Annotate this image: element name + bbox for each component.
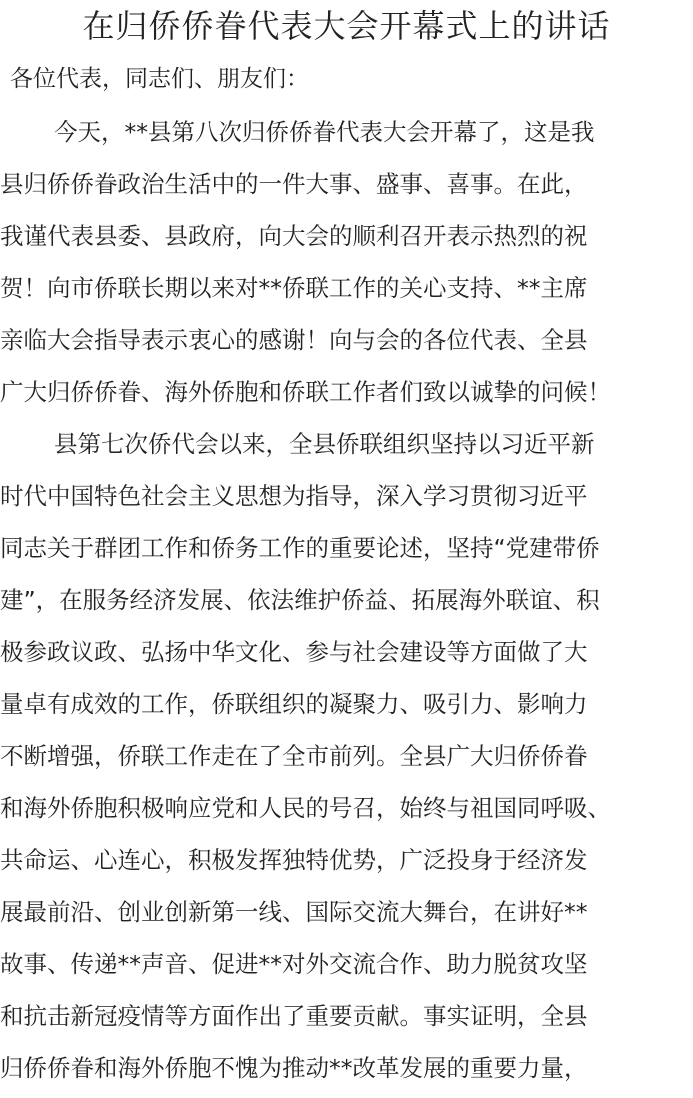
paragraph-2-line: 和海外侨胞积极响应党和人民的号召，始终与祖国同呼吸、 [0,794,611,822]
speech-body [0,110,693,1098]
paragraph-2-line: 量卓有成效的工作，侨联组织的凝聚力、吸引力、影响力 [0,690,588,718]
paragraph-1-line: 亲临大会指导表示衷心的感谢！向与会的各位代表、全县 [0,326,588,354]
paragraph-2-line: 故事、传递**声音、促进**对外交流合作、助力脱贫攻坚 [0,950,588,978]
paragraph-2-line: 县第七次侨代会以来，全县侨联组织坚持以习近平新 [54,430,595,458]
paragraph-2-line: 极参政议政、弘扬中华文化、参与社会建设等方面做了大 [0,638,588,666]
paragraph-1-line: 今天，**县第八次归侨侨眷代表大会开幕了，这是我 [54,118,595,146]
paragraph-2-line: 不断增强，侨联工作走在了全市前列。全县广大归侨侨眷 [0,742,588,770]
paragraph-1-line: 贺！向市侨联长期以来对**侨联工作的关心支持、**主席 [0,274,588,302]
paragraph-2-line: 建”，在服务经济发展、依法维护侨益、拓展海外联谊、积 [0,586,600,614]
paragraph-2-line: 归侨侨眷和海外侨胞不愧为推动**改革发展的重要力量， [0,1054,588,1082]
paragraph-2-line: 时代中国特色社会主义思想为指导，深入学习贯彻习近平 [0,482,588,510]
salutation: 各位代表，同志们、朋友们： [10,66,309,92]
paragraph-2-line: 共命运、心连心，积极发挥独特优势，广泛投身于经济发 [0,846,588,874]
paragraph-1-line: 广大归侨侨眷、海外侨胞和侨联工作者们致以诚挚的问候！ [0,378,611,406]
paragraph-2-line: 展最前沿、创业创新第一线、国际交流大舞台，在讲好** [0,898,588,926]
paragraph-1-line: 县归侨侨眷政治生活中的一件大事、盛事、喜事。在此， [0,170,588,198]
paragraph-2-line: 同志关于群团工作和侨务工作的重要论述，坚持“党建带侨 [0,534,600,562]
paragraph-1-line: 我谨代表县委、县政府，向大会的顺利召开表示热烈的祝 [0,222,588,250]
paragraph-2-line: 和抗击新冠疫情等方面作出了重要贡献。事实证明，全县 [0,1002,588,1030]
document-title: 在归侨侨眷代表大会开幕式上的讲话 [82,7,611,45]
